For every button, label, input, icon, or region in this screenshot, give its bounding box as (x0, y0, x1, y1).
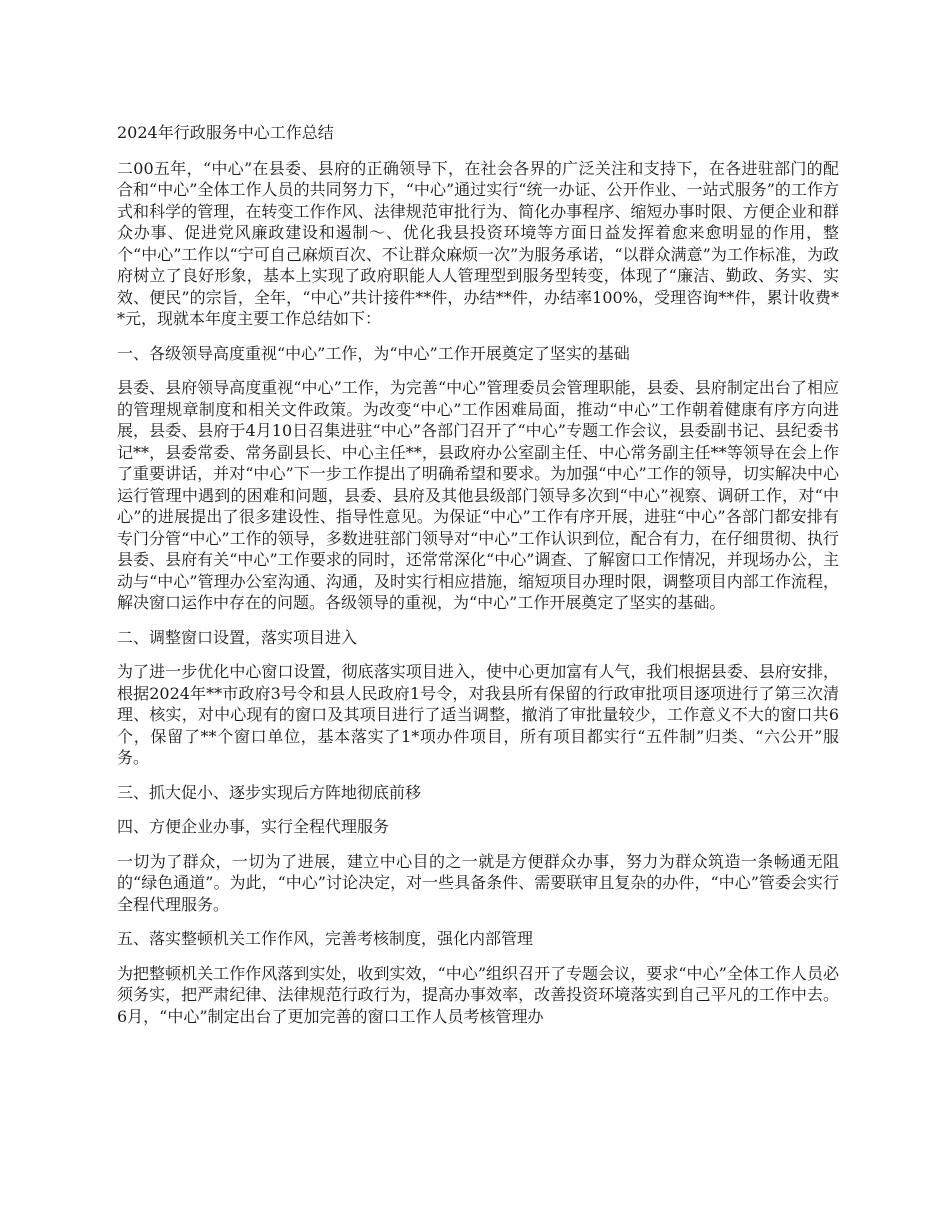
section-1-paragraph: 县委、县府领导高度重视“中心”工作，为完善“中心”管理委员会管理职能，县委、县府制定出台了相应的管理规章制度和相关文件政策。为改变“中心”工作困难局面，推动“中心”工作朝着健康有序方向进展，县委、县府于4月10日召集进驻“中心”各部门召开了“中心”专题工作会议，县委副书记、县纪委书记**，县委常委、常务副县长、中心主任**，县政府办公室副主任、中心常务副主任**等领导在会上作了重要讲话，并对“中心”下一步工作提出了明确希望和要求。为加强“中心”工作的领导，切实解决中心运行管理中遇到的困难和问题，县委、县府及其他县级部门领导多次到“中心”视察、调研工作，对“中心”的进展提出了很多建设性、指导性意见。为保证“中心”工作有序开展，进驻“中心”各部门都安排有专门分管“中心”工作的领导，多数进驻部门领导对“中心”工作认识到位，配合有力，在仔细贯彻、执行县委、县府有关“中心”工作要求的同时，还常常深化“中心”调查、了解窗口工作情况，并现场办公，主动与“中心”管理办公室沟通、沟通，及时实行相应措施，缩短项目办理时限，调整项目内部工作流程，解决窗口运作中存在的问题。各级领导的重视，为“中心”工作开展奠定了坚实的基础。 (117, 378, 839, 612)
section-heading-3: 三、抓大促小、逐步实现后方阵地彻底前移 (117, 782, 422, 802)
section-heading-2: 二、调整窗口设置，落实项目进入 (117, 627, 358, 647)
document-page (117, 122, 839, 1040)
section-heading-1: 一、各级领导高度重视“中心”工作，为“中心”工作开展奠定了坚实的基础 (117, 343, 630, 363)
section-heading-5: 五、落实整顿机关工作作风，完善考核制度，强化内部管理 (117, 929, 534, 948)
section-heading-4: 四、方便企业办事，实行全程代理服务 (117, 817, 390, 836)
document-title: 2024年行政服务中心工作总结 (117, 123, 334, 142)
intro-paragraph: 二00五年，“中心”在县委、县府的正确领导下，在社会各界的广泛关注和支持下，在各进驻部门的配合和“中心”全体工作人员的共同努力下，“中心”通过实行“统一办证、公开作业、一站式服务”的工作方式和科学的管理，在转变工作作风、法律规范审批行为、简化办事程序、缩短办事时限、方便企业和群众办事、促进党风廉政建设和遏制～、优化我县投资环境等方面日益发挥着愈来愈明显的作用，整个“中心”工作以“宁可自己麻烦百次、不让群众麻烦一次”为服务承诺，“以群众满意”为工作标准，为政府树立了良好形象，基本上实现了政府职能人人管理型到服务型转变，体现了“廉洁、勤政、务实、实效、便民”的宗旨，全年，“中心”共计接件**件，办结**件，办结率100%，受理咨询**件，累计收费**元，现就本年度主要工作总结如下： (117, 158, 839, 328)
section-5-paragraph: 为把整顿机关工作作风落到实处，收到实效，“中心”组织召开了专题会议，要求“中心”全体工作人员必须务实，把严肃纪律、法律规范行政行为，提高办事效率，改善投资环境落实到自己平凡的工作中去。6月，“中心”制定出台了更加完善的窗口工作人员考核管理办 (117, 963, 839, 1026)
section-4-paragraph: 一切为了群众，一切为了进展，建立中心目的之一就是方便群众办事，努力为群众筑造一条畅通无阻的“绿色通道”。为此，“中心”讨论决定，对一些具备条件、需要联审且复杂的办件，“中心”管委会实行全程代理服务。 (117, 851, 839, 914)
section-2-paragraph: 为了进一步优化中心窗口设置，彻底落实项目进入，使中心更加富有人气，我们根据县委、县府安排，根据2024年**市政府3号令和县人民政府1号令，对我县所有保留的行政审批项目逐项进行了第三次清理、核实，对中心现有的窗口及其项目进行了适当调整，撤消了审批量较少，工作意义不大的窗口共6个，保留了**个窗口单位，基本落实了1*项办件项目，所有项目都实行“五件制”归类、“六公开”服务。 (117, 662, 839, 767)
